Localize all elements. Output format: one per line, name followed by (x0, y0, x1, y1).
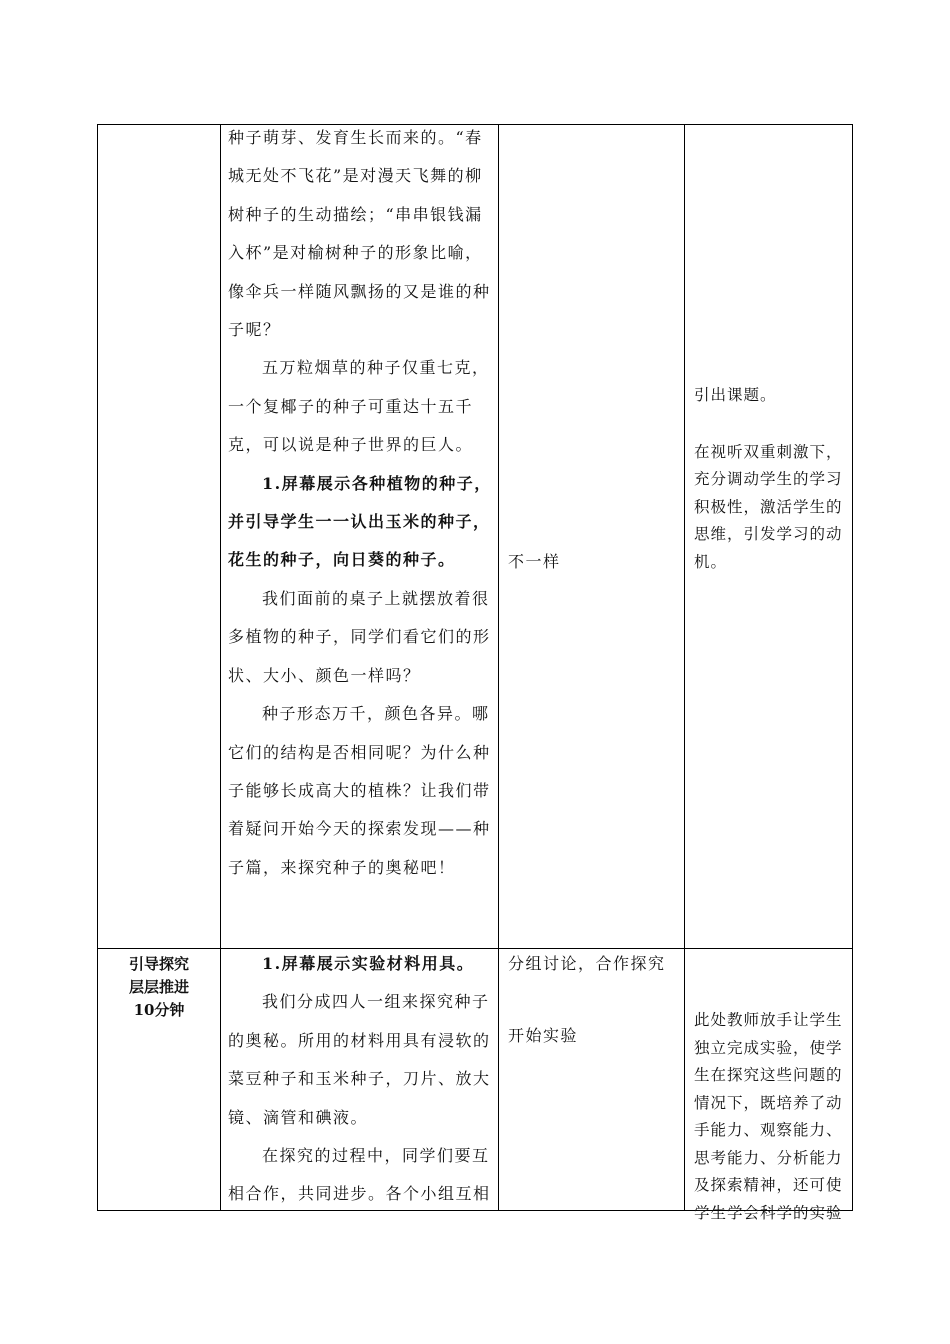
row1-intent-line1: 引出课题。 (694, 386, 777, 404)
row2-stage-line3: 10分钟 (133, 1001, 185, 1019)
row1-teacher-paragraph: 种子形态万千，颜色各异。哪它们的结构是否相同呢？为什么种子能够长成高大的植株？让我们带着疑问开始今天的探索发现——种子篇，来探究种子的奥秘吧！ (228, 704, 491, 877)
row1-teacher-paragraph: 五万粒烟草的种子仅重七克，一个复椰子的种子可重达十五千克，可以说是种子世界的巨人。 (228, 358, 490, 455)
row1-teacher-activity (228, 119, 494, 887)
row1-design-intent (694, 382, 854, 576)
row1-intent-line2: 在视听双重刺激下，充分调动学生的学习积极性，激活学生的思维，引发学习的动机。 (694, 442, 843, 571)
row2-design-intent (694, 1007, 850, 1222)
row2-teacher-paragraph: 我们分成四人一组来探究种子的奥秘。所用的材料用具有浸软的菜豆种子和玉米种子，刀片、放大镜、滴管和碘液。 (228, 992, 491, 1127)
row2-teacher-paragraph: 1.屏幕展示实验材料用具。 (262, 954, 475, 973)
row2-student-line1: 分组讨论，合作探究 (508, 954, 666, 973)
row1-teacher-paragraph: 我们面前的桌子上就摆放着很多植物的种子，同学们看它们的形状、大小、颜色一样吗？ (228, 588, 491, 685)
column-divider (684, 125, 685, 1210)
row1-teacher-paragraph: 种子萌芽、发育生长而来的。“春城无处不飞花”是对漫天飞舞的柳树种子的生动描绘；“串串银钱漏入杯”是对榆树种子的形象比喻，像伞兵一样随风飘扬的又是谁的种子呢？ (228, 128, 491, 340)
lesson-plan-table (97, 124, 853, 1222)
row2-stage-cell (98, 953, 220, 1022)
row2-intent-text: 此处教师放手让学生独立完成实验，使学生在探究这些问题的情况下，既培养了动手能力、观察能力、思考能力、分析能力及探索精神，还可使学生学会科学的实验 (694, 1011, 843, 1222)
row2-teacher-activity (228, 945, 494, 1214)
row1-teacher-paragraph: 1.屏幕展示各种植物的种子，并引导学生一一认出玉米的种子，花生的种子，向日葵的种子。 (228, 473, 492, 570)
column-divider (498, 125, 499, 1210)
column-divider (220, 125, 221, 1210)
row2-teacher-paragraph: 在探究的过程中，同学们要互相合作，共同进步。各个小组互相 (228, 1146, 491, 1204)
row1-student-activity (508, 543, 680, 581)
row1-stage-cell (98, 125, 220, 948)
row1-student-text: 不一样 (508, 552, 561, 571)
row2-student-activity (508, 945, 680, 1056)
row2-student-line2: 开始实验 (508, 1026, 579, 1046)
row2-stage-line2: 层层推进 (128, 978, 189, 996)
row2-stage-line1: 引导探究 (128, 955, 189, 973)
